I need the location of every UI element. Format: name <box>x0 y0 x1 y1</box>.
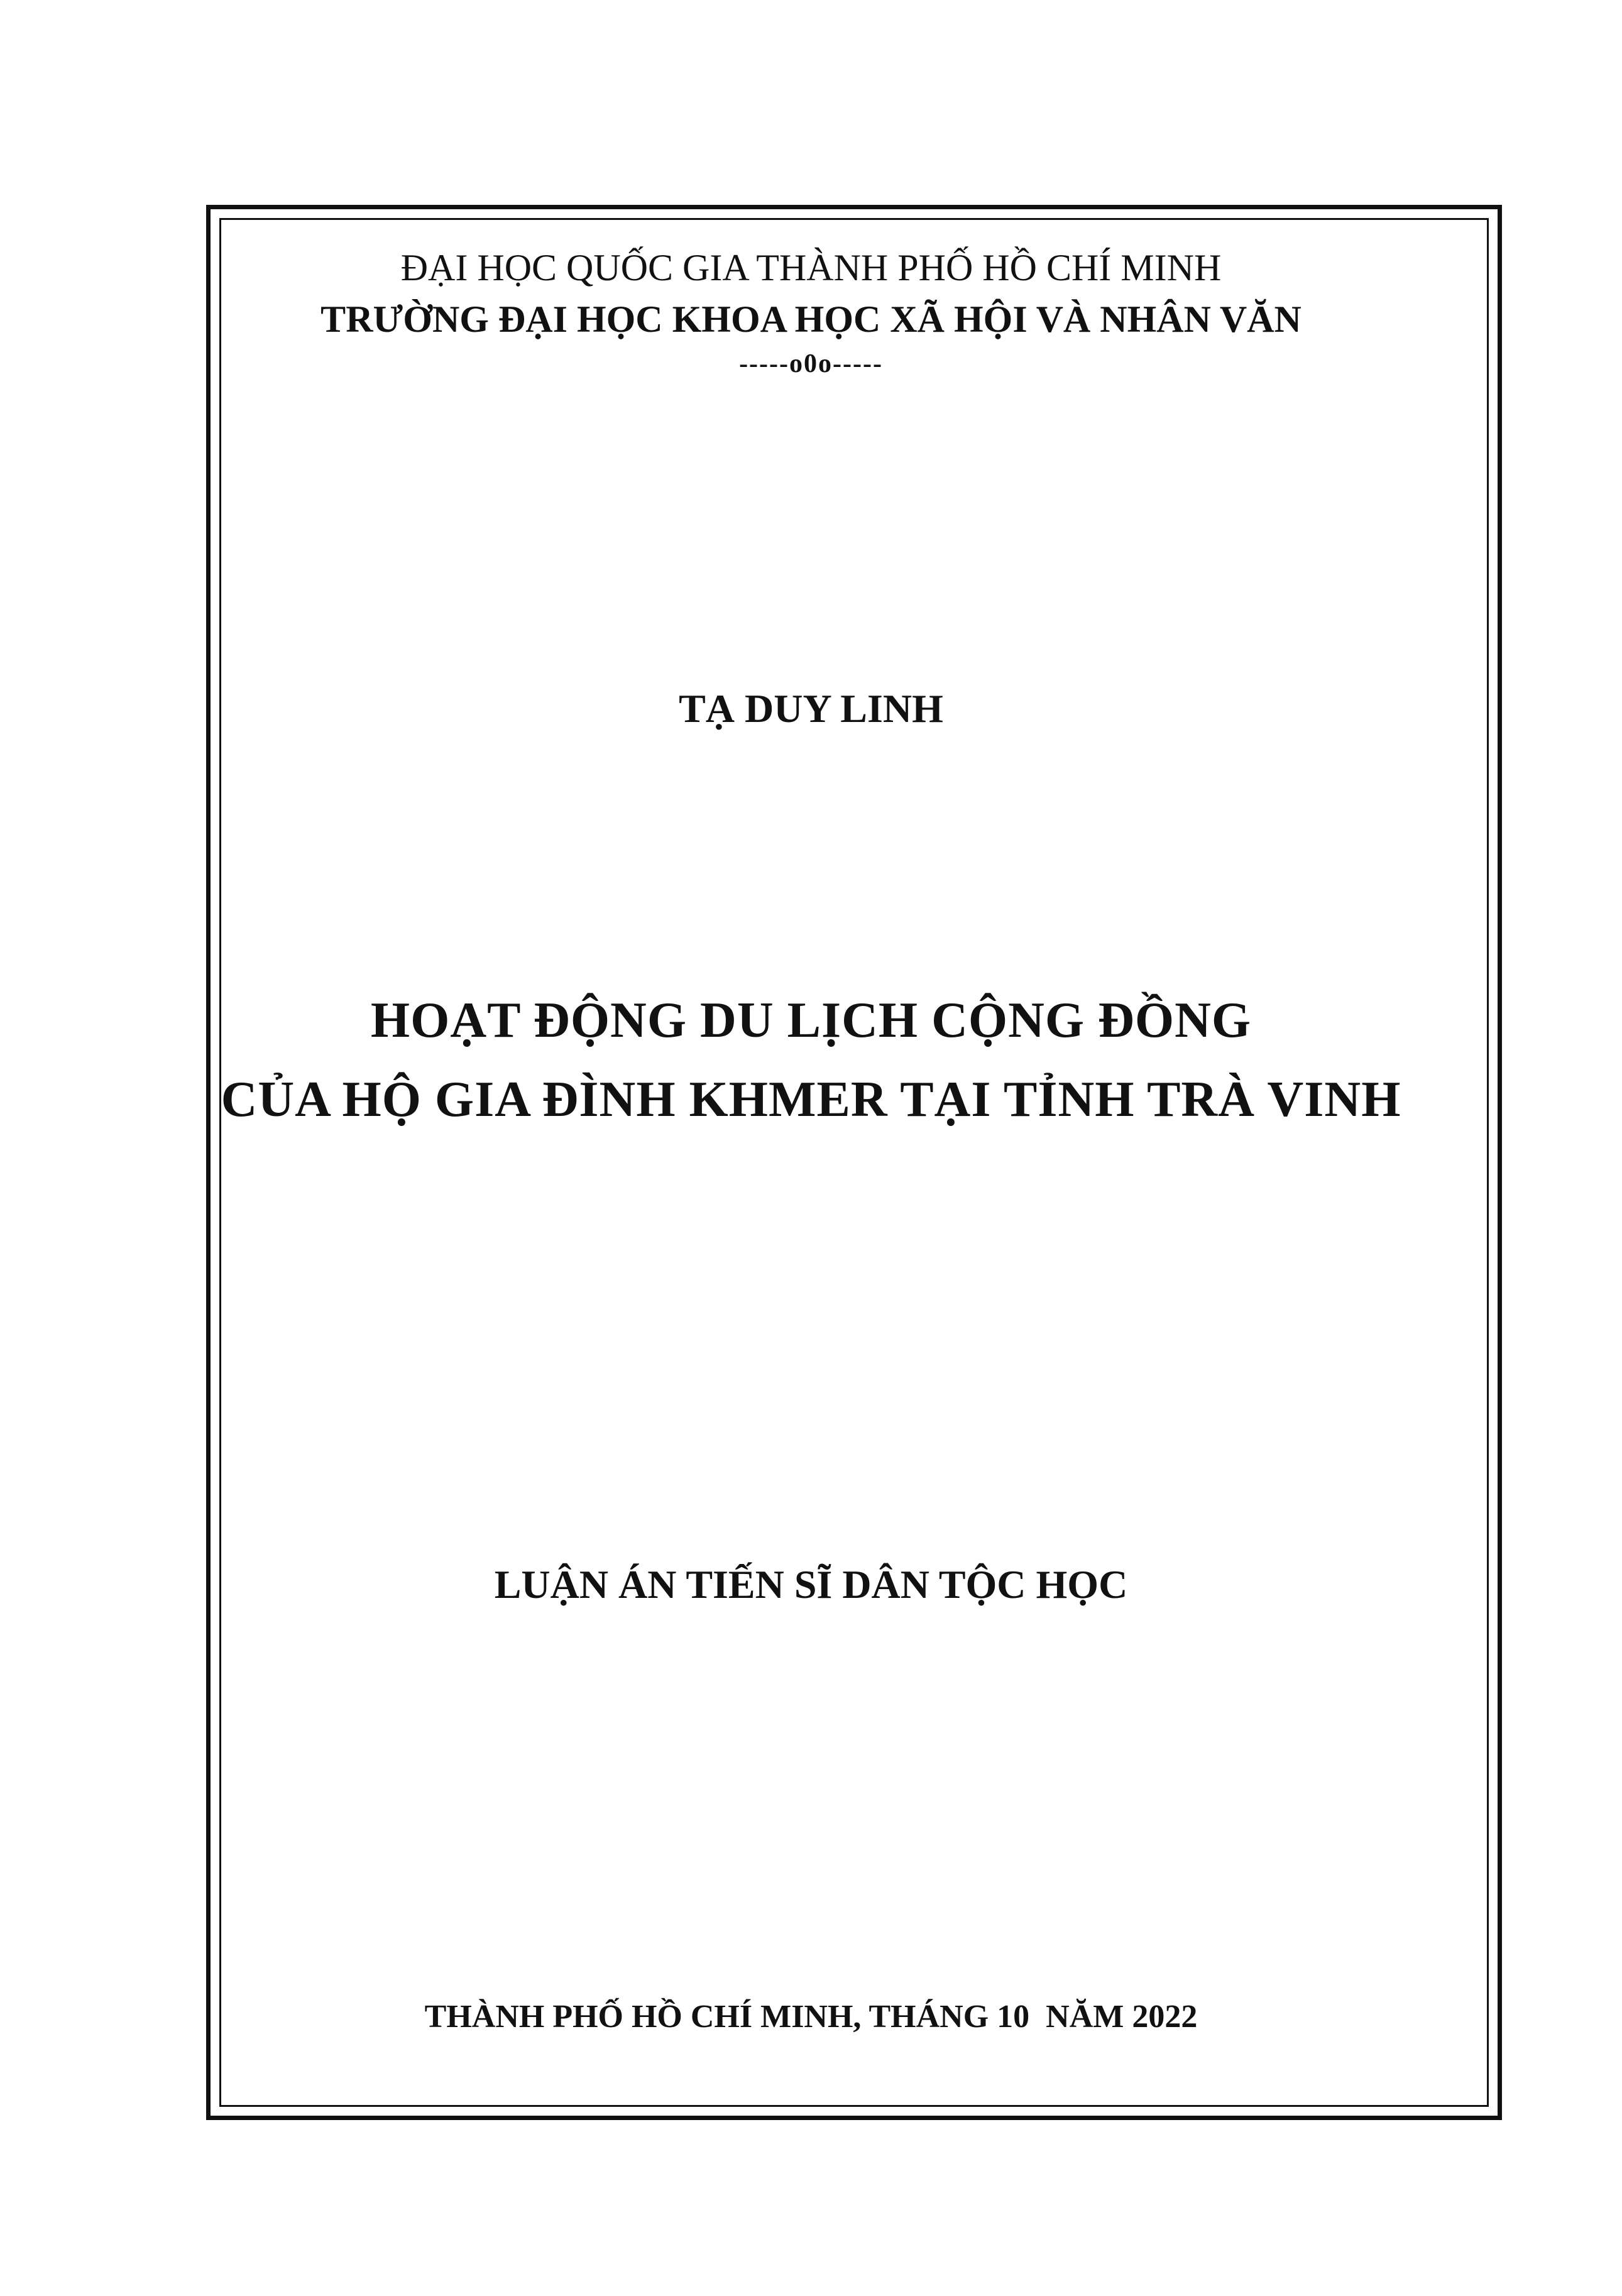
place-and-date: THÀNH PHỐ HỒ CHÍ MINH, THÁNG 10 NĂM 2022 <box>424 1999 1198 2035</box>
university-name: ĐẠI HỌC QUỐC GIA THÀNH PHỐ HỒ CHÍ MINH <box>400 247 1222 288</box>
degree-type: LUẬN ÁN TIẾN SĨ DÂN TỘC HỌC <box>494 1562 1128 1607</box>
thesis-title-line-2: CỦA HỘ GIA ĐÌNH KHMER TẠI TỈNH TRÀ VINH <box>221 1072 1401 1127</box>
author-name: TẠ DUY LINH <box>679 686 943 731</box>
header-ornament: -----o0o----- <box>739 349 883 378</box>
school-name: TRƯỜNG ĐẠI HỌC KHOA HỌC XÃ HỘI VÀ NHÂN VĂN <box>321 298 1301 340</box>
page-border-inner <box>219 218 1489 2107</box>
thesis-title-line-1: HOẠT ĐỘNG DU LỊCH CỘNG ĐỒNG <box>370 993 1252 1048</box>
